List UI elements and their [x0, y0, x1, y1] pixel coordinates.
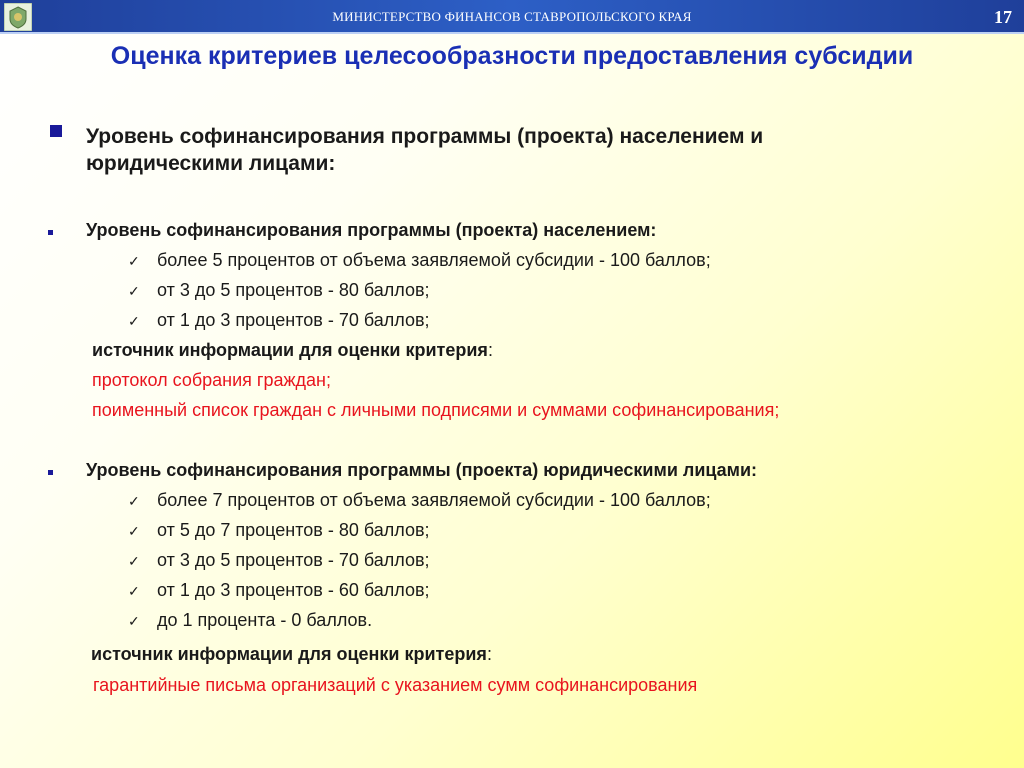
population-item: от 1 до 3 процентов - 70 баллов;: [157, 310, 430, 330]
check-icon: ✓: [128, 493, 140, 509]
legal-item: от 1 до 3 процентов - 60 баллов;: [157, 580, 430, 600]
population-item: от 3 до 5 процентов - 80 баллов;: [157, 280, 430, 300]
check-icon: ✓: [128, 553, 140, 569]
small-bullet-icon: [48, 470, 53, 475]
check-icon: ✓: [128, 283, 140, 299]
legal-item: от 5 до 7 процентов - 80 баллов;: [157, 520, 430, 540]
population-source-label: источник информации для оценки критерия:: [92, 340, 493, 360]
legal-item: более 7 процентов от объема заявляемой субсидии - 100 баллов;: [157, 490, 711, 510]
legal-source-label: источник информации для оценки критерия:: [91, 644, 492, 664]
header-bar: [0, 0, 1024, 34]
page-number: 17: [994, 7, 1012, 27]
main-heading: [86, 123, 763, 177]
check-icon: ✓: [128, 253, 140, 269]
check-icon: ✓: [128, 613, 140, 629]
legal-source: гарантийные письма организаций с указанием сумм софинансирования: [93, 675, 698, 695]
main-heading-line-2: юридическими лицами:: [86, 152, 336, 175]
population-heading: Уровень софинансирования программы (проекта) населением:: [86, 220, 657, 240]
main-heading-line-1: Уровень софинансирования программы (проекта) населением и: [86, 125, 764, 148]
population-source: протокол собрания граждан;: [92, 370, 331, 390]
slide-title: Оценка критериев целесообразности предоставления субсидии: [110, 42, 914, 70]
check-icon: ✓: [128, 523, 140, 539]
check-icon: ✓: [128, 313, 140, 329]
legal-item: до 1 процента - 0 баллов.: [157, 610, 373, 630]
legal-heading: Уровень софинансирования программы (проекта) юридическими лицами:: [86, 460, 758, 480]
legal-item: от 3 до 5 процентов - 70 баллов;: [157, 550, 430, 570]
check-icon: ✓: [128, 583, 140, 599]
population-source: поименный список граждан с личными подписями и суммами софинансирования;: [92, 400, 780, 420]
square-bullet-icon: [50, 125, 62, 137]
population-item: более 5 процентов от объема заявляемой субсидии - 100 баллов;: [157, 250, 711, 270]
small-bullet-icon: [48, 230, 53, 235]
ministry-name: МИНИСТЕРСТВО ФИНАНСОВ СТАВРОПОЛЬСКОГО КРАЯ: [332, 9, 692, 24]
